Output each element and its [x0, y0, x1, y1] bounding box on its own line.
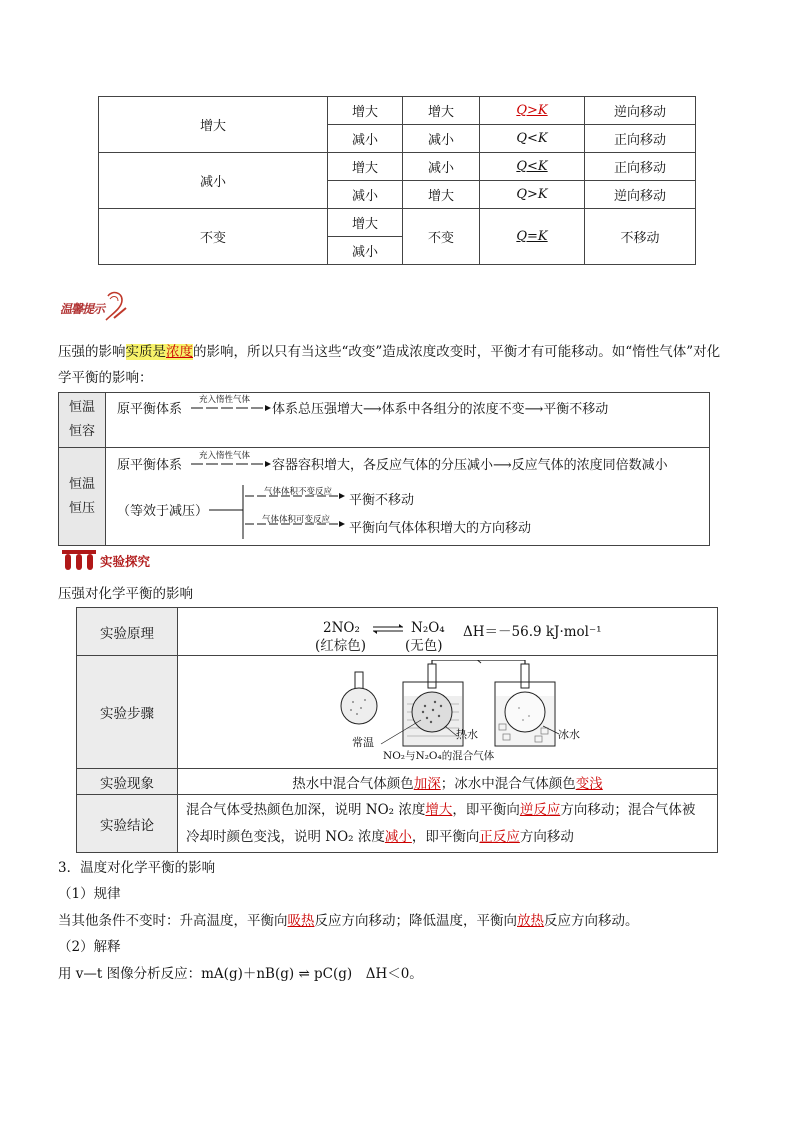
text: 压强的影响	[58, 344, 126, 360]
answer: 吸热	[287, 913, 315, 929]
text: 混合气体受热颜色加深，说明 NO₂ 浓度	[186, 801, 426, 818]
test-tubes-icon	[60, 548, 98, 572]
text: 当其他条件不变时：升高温度，平衡向	[58, 913, 288, 929]
tip-line-2: 学平衡的影响：	[58, 370, 153, 386]
label: 恒温	[68, 400, 95, 415]
text: 冷却时颜色变浅，说明 NO₂ 浓度	[186, 828, 385, 845]
branch-label: 气体体积不变反应	[264, 487, 333, 497]
label: 实验现象	[77, 769, 178, 795]
row-label	[59, 393, 106, 447]
label: 恒容	[68, 424, 95, 439]
eq-right: N₂O₄	[411, 620, 445, 636]
explanation: 用 v—t 图像分析反应：mA(g)＋nB(g) ⇌ pC(g) ΔH＜0。	[58, 966, 423, 982]
observation	[178, 769, 718, 795]
text: ，即平衡向	[452, 801, 520, 818]
text: ；冰水中混合气体颜色	[440, 775, 576, 792]
label: 实验结论	[77, 795, 178, 853]
text: 反应方向移动；降低温度，平衡向	[314, 913, 517, 929]
cell-d: 正向移动	[585, 153, 696, 181]
cell-b: 减小	[328, 237, 403, 265]
exp-badge	[60, 548, 170, 572]
cell-d: 逆向移动	[585, 97, 696, 125]
cell-d: 不移动	[585, 209, 696, 265]
sub-note: （等效于减压）	[117, 504, 209, 519]
conclusion-line	[186, 824, 717, 851]
start: 原平衡体系	[117, 402, 183, 417]
arrow-label: 充入惰性气体	[199, 395, 251, 405]
principle-cell	[178, 608, 718, 656]
cell-c: 增大	[403, 97, 480, 125]
tip-badge-text: 温馨提示	[60, 302, 105, 316]
cell-a: 不变	[99, 209, 328, 265]
arrow-label: 充入惰性气体	[199, 451, 251, 461]
cell-c: 减小	[403, 153, 480, 181]
cell-q: Q<K	[480, 153, 585, 181]
equation	[313, 620, 653, 654]
cell-c: 不变	[403, 209, 480, 265]
subheading: （2）解释	[58, 939, 121, 955]
cell-q: Q>K	[480, 181, 585, 209]
equilibrium-arrow-icon	[371, 624, 405, 634]
text: 的影响，所以只有当这些“改变”造成浓度改变时，平衡才有可能移动。如“惰性气体”对化	[193, 344, 721, 360]
label: 恒压	[68, 500, 95, 516]
cell-d: 逆向移动	[585, 181, 696, 209]
answer: 逆反应	[519, 801, 561, 818]
branch-label: 气体体积可变反应	[262, 515, 331, 525]
result: 容器容积增大，各反应气体的分压减小⟶反应气体的浓度同倍数减小	[272, 458, 668, 473]
fig-hot: 热水	[456, 728, 478, 741]
row-label	[59, 448, 106, 545]
cell-c: 减小	[403, 125, 480, 153]
text: ，即平衡向	[411, 828, 480, 845]
subheading: （1）规律	[58, 886, 121, 902]
result: 体系总压强增大⟶体系中各组分的浓度不变⟶平衡不移动	[272, 402, 609, 417]
tip-badge	[60, 290, 128, 324]
conclusion-line	[186, 797, 717, 824]
cell-q: Q>K	[480, 97, 585, 125]
color-left: (红棕色)	[315, 638, 367, 654]
exp-badge-text: 实验探究	[100, 554, 151, 569]
cell-b: 减小	[328, 181, 403, 209]
answer: 减小	[384, 828, 412, 845]
inert-gas-box	[58, 392, 710, 546]
fig-ice: 冰水	[558, 728, 580, 741]
cell-b: 增大	[328, 153, 403, 181]
cell-a: 减小	[99, 153, 328, 209]
answer: 增大	[425, 801, 453, 818]
start: 原平衡体系	[117, 458, 183, 473]
label: 实验步骤	[77, 656, 178, 769]
color-right: (无色)	[405, 638, 443, 654]
label: 实验原理	[77, 608, 178, 656]
cell-c: 增大	[403, 181, 480, 209]
answer: 变浅	[575, 775, 603, 792]
pressure-effect-table	[98, 96, 696, 265]
cell-d: 正向移动	[585, 125, 696, 153]
eq-left: 2NO₂	[323, 620, 360, 636]
eq-dh: ΔH＝－56.9 kJ·mol⁻¹	[463, 624, 602, 640]
branch-result: 平衡向气体体积增大的方向移动	[349, 521, 532, 536]
arrow-icon	[191, 403, 271, 413]
text: 方向移动	[519, 828, 574, 845]
cell-b: 减小	[328, 125, 403, 153]
cell-a: 增大	[99, 97, 328, 153]
answer: 正反应	[479, 828, 520, 845]
rule-line	[58, 909, 639, 929]
highlight: 实质是	[125, 344, 166, 360]
answer: 放热	[517, 913, 544, 929]
experiment-table	[76, 607, 718, 853]
label: 恒温	[68, 476, 95, 492]
tip-line-1	[58, 340, 720, 360]
cell-q: Q=K	[480, 209, 585, 265]
section-heading: 3．温度对化学平衡的影响	[58, 860, 216, 876]
fig-room: 常温	[352, 736, 374, 749]
text: 反应方向移动。	[544, 913, 639, 929]
exp-title: 压强对化学平衡的影响	[58, 586, 193, 602]
text: 方向移动；混合气体被	[560, 801, 696, 818]
arrow-icon	[191, 459, 271, 469]
cell-q: Q<K	[480, 125, 585, 153]
conclusion	[178, 795, 718, 853]
highlight-red: 浓度	[166, 344, 193, 360]
steps-cell	[178, 656, 718, 769]
cell-b: 增大	[328, 97, 403, 125]
answer: 加深	[413, 775, 441, 792]
fig-mix: NO₂与N₂O₄的混合气体	[383, 750, 495, 762]
text: 热水中混合气体颜色	[292, 775, 414, 792]
branch-result: 平衡不移动	[349, 493, 415, 508]
cell-b: 增大	[328, 209, 403, 237]
